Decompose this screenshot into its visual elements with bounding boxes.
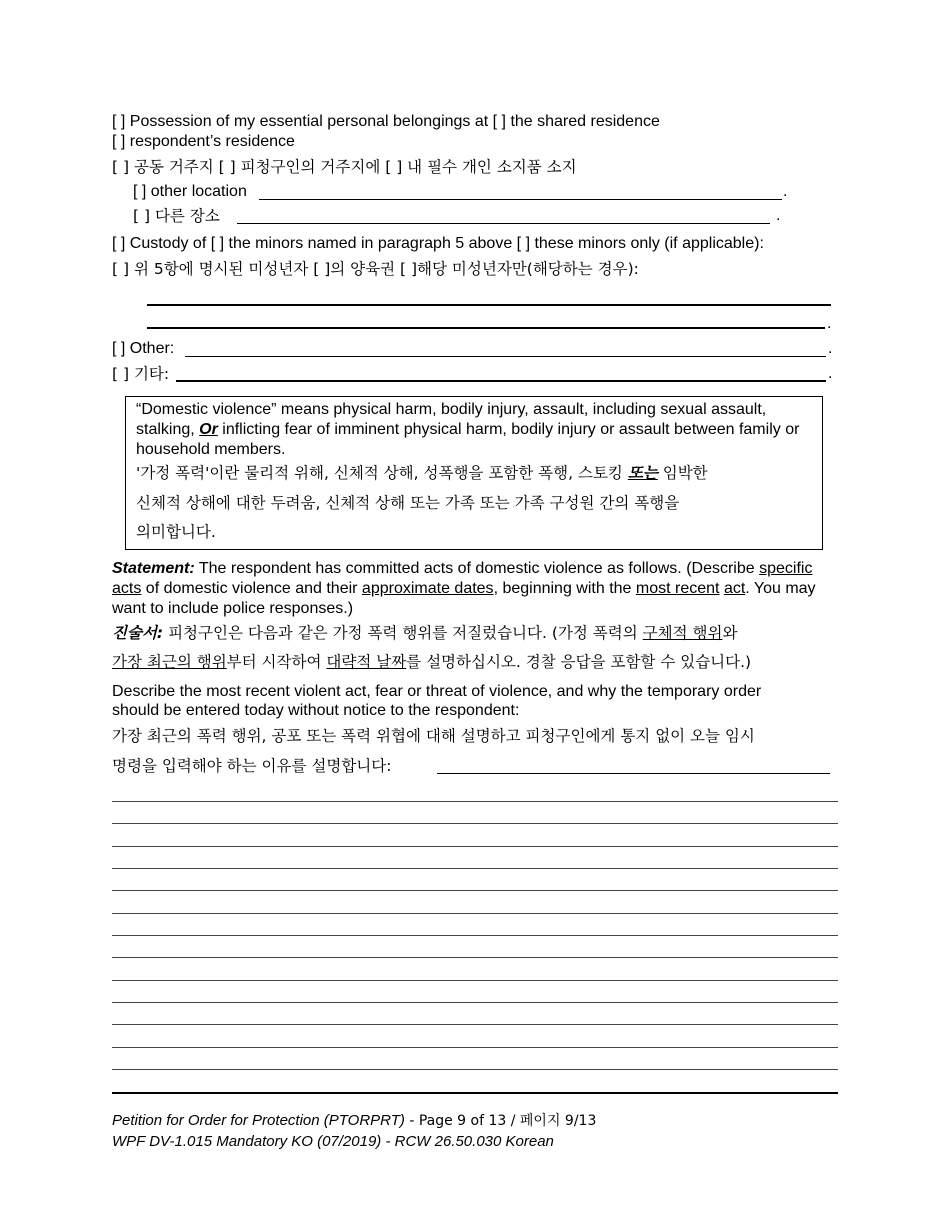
period: . [783,183,788,200]
period: . [828,340,833,357]
describe-recent-act-ko-line1: 가장 최근의 폭력 행위, 공포 또는 폭력 위협에 대해 설명하고 피청구인에게 통지 없이 오늘 임시 [112,727,755,745]
describe-recent-act: Describe the most recent violent act, fear or threat of violence, and why the temporary order [112,683,762,700]
definition-english: “Domestic violence” means physical harm, bodily injury, assault, including sexual assault, stalking, Or inflicting fear of imminent physical harm, bodily injury or assault between family or household members. [136,401,800,458]
period: . [776,207,781,224]
respondent-residence-option[interactable]: [ ] respondent’s residence [112,133,295,150]
other-location-field[interactable] [259,199,782,200]
other-field-ko[interactable] [176,380,826,382]
statement-label-ko: 진술서: [112,624,164,642]
statement-writing-line[interactable] [112,823,838,824]
footer-form-id: WPF DV-1.015 Mandatory KO (07/2019) - RCW 26.50.030 Korean [112,1133,554,1150]
definition-korean-line3: 의미합니다. [136,523,216,541]
describe-recent-act-line2: should be entered today without notice to the respondent: [112,702,520,719]
domestic-violence-definition-box [125,396,823,550]
footer-page-number: - Page 9 of 13 / 페이지 9/13 [404,1113,597,1129]
statement-writing-line[interactable] [112,913,838,914]
definition-korean-line1: '가정 폭력'이란 물리적 위해, 신체적 상해, 성폭행을 포함한 폭행, 스토킹 또는 임박한 [136,464,708,482]
other-location-field-ko[interactable] [237,223,770,224]
custody-minors-field-1[interactable] [147,304,831,306]
period: . [827,315,832,332]
statement-writing-line[interactable] [112,935,838,936]
definition-korean-line2: 신체적 상해에 대한 두려움, 신체적 상해 또는 가족 또는 가족 구성원 간의 폭행을 [136,494,680,512]
period: . [828,365,833,382]
other-location-option-ko[interactable]: [ ] 다른 장소 [133,207,220,225]
statement-writing-line[interactable] [112,890,838,891]
statement-writing-line[interactable] [112,868,838,869]
statement-instructions: Statement: The respondent has committed acts of domestic violence as follows. (Describe specific acts of domestic violence and their approximate dates, beginning with the most recent act. You may want to include police responses.) [112,560,816,617]
statement-instructions-ko-line1: 진술서: 피청구인은 다음과 같은 가정 폭력 행위를 저질렀습니다. (가정 폭력의 구체적 행위와 [112,624,738,642]
statement-writing-line[interactable] [112,1024,838,1025]
statement-writing-line[interactable] [112,1069,838,1070]
statement-writing-line[interactable] [112,957,838,958]
possession-option[interactable]: [ ] Possession of my essential personal belongings at [ ] the shared residence [112,113,660,130]
custody-minors-field-2[interactable] [147,327,825,329]
or-emphasis-ko: 또는 [627,464,658,482]
or-emphasis: Or [199,421,218,438]
statement-field-inline[interactable] [437,773,830,774]
other-option[interactable]: [ ] Other: [112,340,175,357]
statement-writing-line[interactable] [112,846,838,847]
possession-option-ko[interactable]: [ ] 공동 거주지 [ ] 피청구인의 거주지에 [ ] 내 필수 개인 소지품 소지 [112,158,577,176]
other-location-option[interactable]: [ ] other location [133,183,247,200]
other-option-ko[interactable]: [ ] 기타: [112,365,170,383]
custody-option[interactable]: [ ] Custody of [ ] the minors named in paragraph 5 above [ ] these minors only (if applicable): [112,235,764,252]
statement-writing-line[interactable] [112,980,838,981]
statement-writing-line[interactable] [112,1047,838,1048]
statement-label: Statement: [112,560,195,577]
footer-title: Petition for Order for Protection (PTORPRT) - Page 9 of 13 / 페이지 9/13 [112,1112,597,1129]
statement-writing-line[interactable] [112,801,838,802]
statement-writing-line[interactable] [112,1002,838,1003]
statement-writing-line-bottom[interactable] [112,1092,838,1094]
other-field[interactable] [185,356,826,357]
custody-option-ko[interactable]: [ ] 위 5항에 명시된 미성년자 [ ]의 양육권 [ ]해당 미성년자만(해당하는 경우): [112,260,639,278]
statement-instructions-ko-line2: 가장 최근의 행위부터 시작하여 대략적 날짜를 설명하십시오. 경찰 응답을 포함할 수 있습니다.) [112,653,752,671]
describe-recent-act-ko-line2: 명령을 입력해야 하는 이유를 설명합니다: [112,757,392,775]
